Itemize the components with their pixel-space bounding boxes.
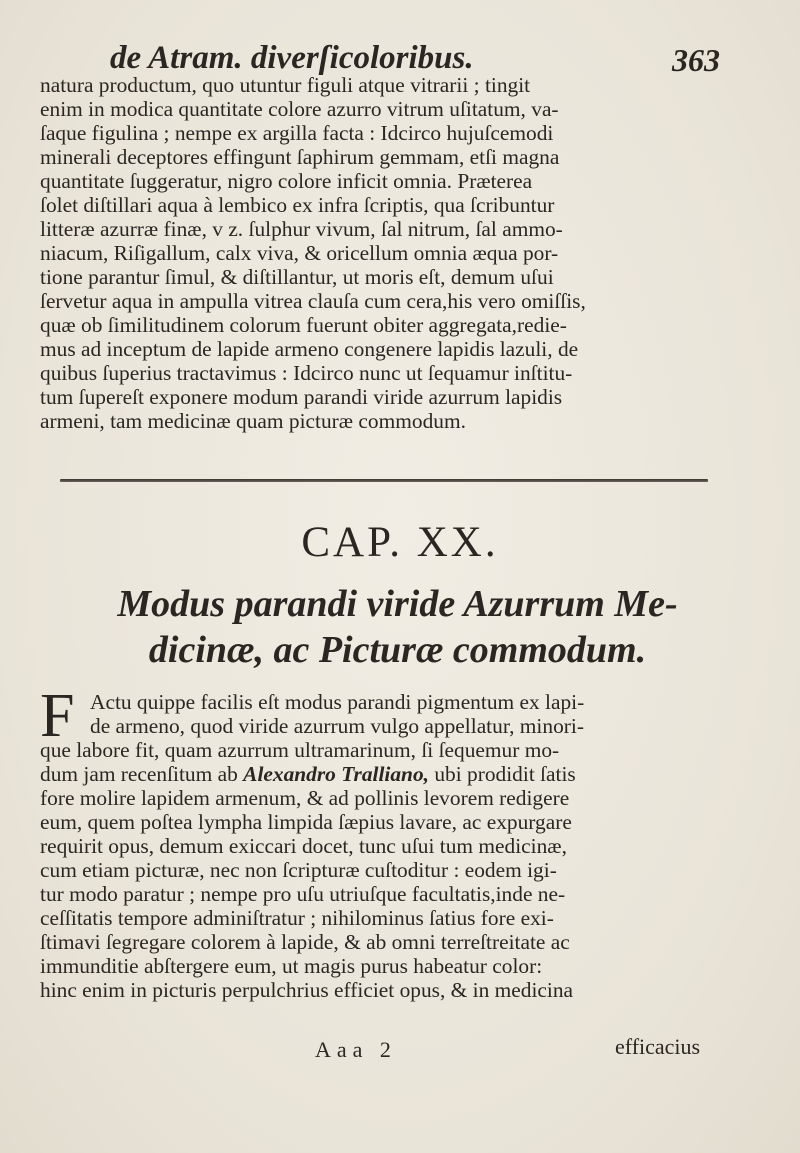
text-line: cum etiam picturæ, nec non ſcripturæ cuſtoditur : eodem igi- xyxy=(40,858,557,882)
text-line: tur modo paratur ; nempe pro uſu utriuſque facultatis,inde ne- xyxy=(40,882,566,906)
catchword: efficacius xyxy=(615,1034,701,1059)
text-line: hinc enim in picturis perpulchrius efficiet opus, & in medicina xyxy=(40,978,574,1002)
text-line: ſervetur aqua in ampulla vitrea clauſa cum cera,his vero omiſſis, xyxy=(40,289,586,313)
chapter-title-line: Modus parandi viride Azurrum Me- xyxy=(117,583,678,625)
drop-cap: F xyxy=(40,682,75,750)
running-head-main: diverſicoloribus. xyxy=(250,40,474,76)
body-paragraph xyxy=(40,73,755,433)
text-fragment: ubi prodidit ſatis xyxy=(434,762,576,786)
text-line: minerali deceptores effingunt ſaphirum gemmam, etſi magna xyxy=(40,145,560,169)
text-line xyxy=(40,761,755,785)
running-head-title xyxy=(110,40,474,77)
page-number: 363 xyxy=(672,42,720,78)
text-line: ſolet diſtillari aqua à lembico ex infra ſcriptis, qua ſcribuntur xyxy=(40,193,555,217)
proper-name: Alexandro Tralliano, xyxy=(243,762,429,786)
text-line: Actu quippe facilis eſt modus parandi pigmentum ex lapi- xyxy=(90,690,585,714)
section-divider-rule xyxy=(60,479,708,482)
signature-mark: Aaa 2 xyxy=(315,1037,397,1062)
text-line: requirit opus, demum exiccari docet, tunc uſui tum medicinæ, xyxy=(40,834,567,858)
text-line: que labore fit, quam azurrum ultramarinum, ſi ſequemur mo- xyxy=(40,738,560,762)
text-line: ſtimavi ſegregare colorem à lapide, & ab omni terreſtreitate ac xyxy=(40,930,570,954)
text-line: litteræ azurræ finæ, v z. ſulphur vivum, ſal nitrum, ſal ammo- xyxy=(40,217,563,241)
text-line: niacum, Riſigallum, calx viva, & oricellum omnia æqua por- xyxy=(40,241,559,265)
text-line: de armeno, quod viride azurrum vulgo appellatur, minori- xyxy=(90,714,584,738)
running-head-prefix: de Atram. xyxy=(110,40,243,76)
text-line: tum ſupereſt exponere modum parandi viride azurrum lapidis xyxy=(40,385,563,409)
text-line: enim in modica quantitate colore azurro vitrum uſitatum, va- xyxy=(40,97,559,121)
text-line: quæ ob ſimilitudinem colorum fuerunt obiter aggregata,redie- xyxy=(40,313,567,337)
text-line: mus ad inceptum de lapide armeno congenere lapidis lazuli, de xyxy=(40,337,579,361)
text-fragment: dum jam recenſitum ab xyxy=(40,762,238,786)
text-line: ſaque figulina ; nempe ex argilla facta : Idcirco hujuſcemodi xyxy=(40,121,554,145)
text-line: ceſſitatis tempore adminiſtratur ; nihilominus ſatius fore exi- xyxy=(40,906,554,930)
chapter-title xyxy=(40,581,755,673)
text-line: quantitate ſuggeratur, nigro colore inficit omnia. Præterea xyxy=(40,169,533,193)
chapter-paragraph xyxy=(40,682,755,1002)
text-line: tione parantur ſimul, & diſtillantur, ut moris eſt, demum uſui xyxy=(40,265,554,289)
chapter-title-line: dicinæ, ac Picturæ commodum. xyxy=(148,629,647,671)
text-line: immunditie abſtergere eum, ut magis purus habeatur color: xyxy=(40,954,543,978)
text-line: eum, quem poſtea lympha limpida ſæpius lavare, ac expurgare xyxy=(40,810,572,834)
text-line: natura productum, quo utuntur figuli atque vitrarii ; tingit xyxy=(40,73,531,97)
text-line: armeni, tam medicinæ quam picturæ commodum. xyxy=(40,409,466,433)
chapter-heading: CAP. XX. xyxy=(301,519,499,566)
text-line: fore molire lapidem armenum, & ad pollinis levorem redigere xyxy=(40,786,570,810)
text-line: quibus ſuperius tractavimus : Idcirco nunc ut ſequamur inſtitu- xyxy=(40,361,573,385)
